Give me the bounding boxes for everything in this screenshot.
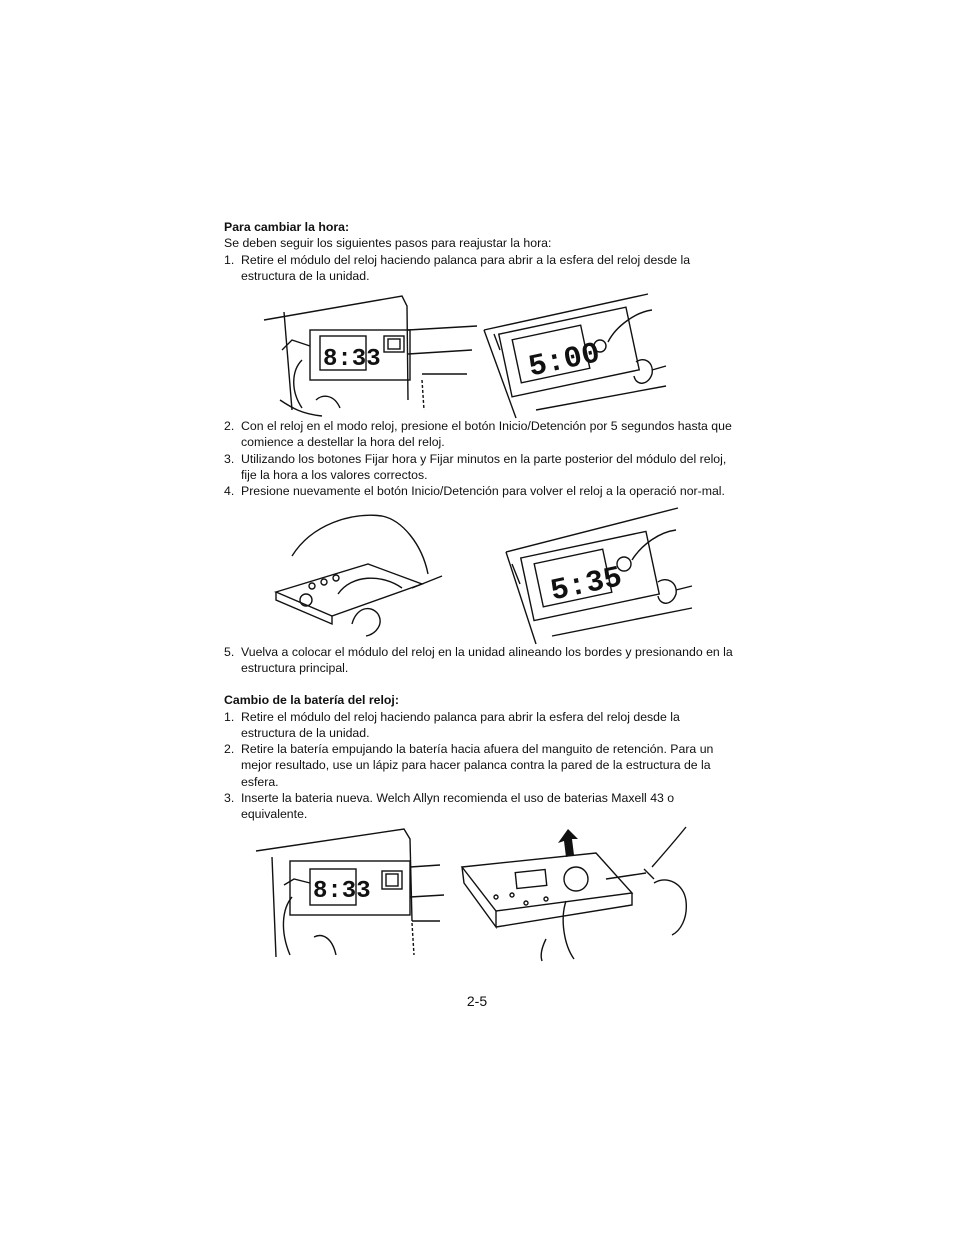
step-number: 5. bbox=[224, 644, 235, 659]
illustration-press-button bbox=[476, 290, 676, 418]
manual-page bbox=[224, 219, 736, 961]
list-item bbox=[224, 252, 736, 285]
clock-display-text: 5:35 bbox=[547, 560, 626, 610]
step-number: 1. bbox=[224, 709, 235, 724]
step-text: Vuelva a colocar el módulo del reloj en la unidad alineando los bordes y presionando en la estructura principal. bbox=[241, 644, 733, 675]
page-number: 2-5 bbox=[466, 993, 488, 1009]
section1-heading: Para cambiar la hora: bbox=[224, 220, 350, 234]
steps-list-c bbox=[224, 644, 736, 677]
illustration-remove-module-2 bbox=[254, 827, 454, 957]
figure-row-set-time bbox=[224, 504, 736, 644]
step-number: 3. bbox=[224, 791, 235, 806]
figure-row-remove-module bbox=[224, 290, 736, 418]
up-arrow-icon bbox=[558, 829, 578, 857]
illustration-remove-module bbox=[262, 290, 482, 418]
step-number: 2. bbox=[224, 419, 235, 434]
step-text: Inserte la bateria nueva. Welch Allyn recomienda el uso de baterias Maxell 43 o equivalente. bbox=[241, 791, 675, 822]
step-text: Retire el módulo del reloj haciendo palanca para abrir la esfera del reloj desde la estructura de la unidad. bbox=[241, 709, 680, 740]
step-text: Retire el módulo del reloj haciendo palanca para abrir a la esfera del reloj desde la estructura de la unidad. bbox=[241, 252, 691, 283]
step-number: 3. bbox=[224, 451, 235, 466]
list-item bbox=[224, 451, 736, 484]
step-text: Con el reloj en el modo reloj, presione el botón Inicio/Detención por 5 segundos hasta que comience a destellar la hora del reloj. bbox=[241, 419, 732, 450]
clock-display-text: 8:33 bbox=[323, 346, 381, 374]
list-item bbox=[224, 483, 736, 499]
clock-display-text: 5:00 bbox=[525, 337, 604, 386]
steps-list-a bbox=[224, 252, 736, 285]
step-number: 2. bbox=[224, 742, 235, 757]
list-item bbox=[224, 709, 736, 742]
steps-list-b bbox=[224, 418, 736, 499]
list-item bbox=[224, 741, 736, 790]
figure-row-battery bbox=[224, 827, 736, 961]
list-item bbox=[224, 418, 736, 451]
step-text: Retire la batería empujando la batería hacia afuera del manguito de retención. Para un mejor resultado, use un lápiz para hacer palanca contra la pared de la estructura de la esfera. bbox=[241, 742, 714, 789]
clock-display-text: 8:33 bbox=[313, 877, 371, 905]
step-text: Presione nuevamente el botón Inicio/Detención para volver el reloj a la operació nor-mal. bbox=[241, 484, 725, 499]
illustration-set-buttons bbox=[272, 504, 452, 644]
list-item bbox=[224, 644, 736, 677]
section1-intro: Se deben seguir los siguientes pasos para reajustar la hora: bbox=[224, 236, 552, 251]
step-number: 4. bbox=[224, 484, 235, 499]
section-gap bbox=[224, 676, 736, 692]
illustration-press-button-2 bbox=[492, 504, 702, 644]
illustration-battery-removal bbox=[456, 827, 706, 961]
section2-heading: Cambio de la batería del reloj: bbox=[224, 693, 399, 708]
list-item bbox=[224, 790, 736, 823]
step-text: Utilizando los botones Fijar hora y Fijar minutos en la parte posterior del módulo del reloj, fije la hora a los valores correctos. bbox=[241, 451, 727, 483]
step-number: 1. bbox=[224, 252, 235, 267]
battery-steps-list bbox=[224, 709, 736, 823]
